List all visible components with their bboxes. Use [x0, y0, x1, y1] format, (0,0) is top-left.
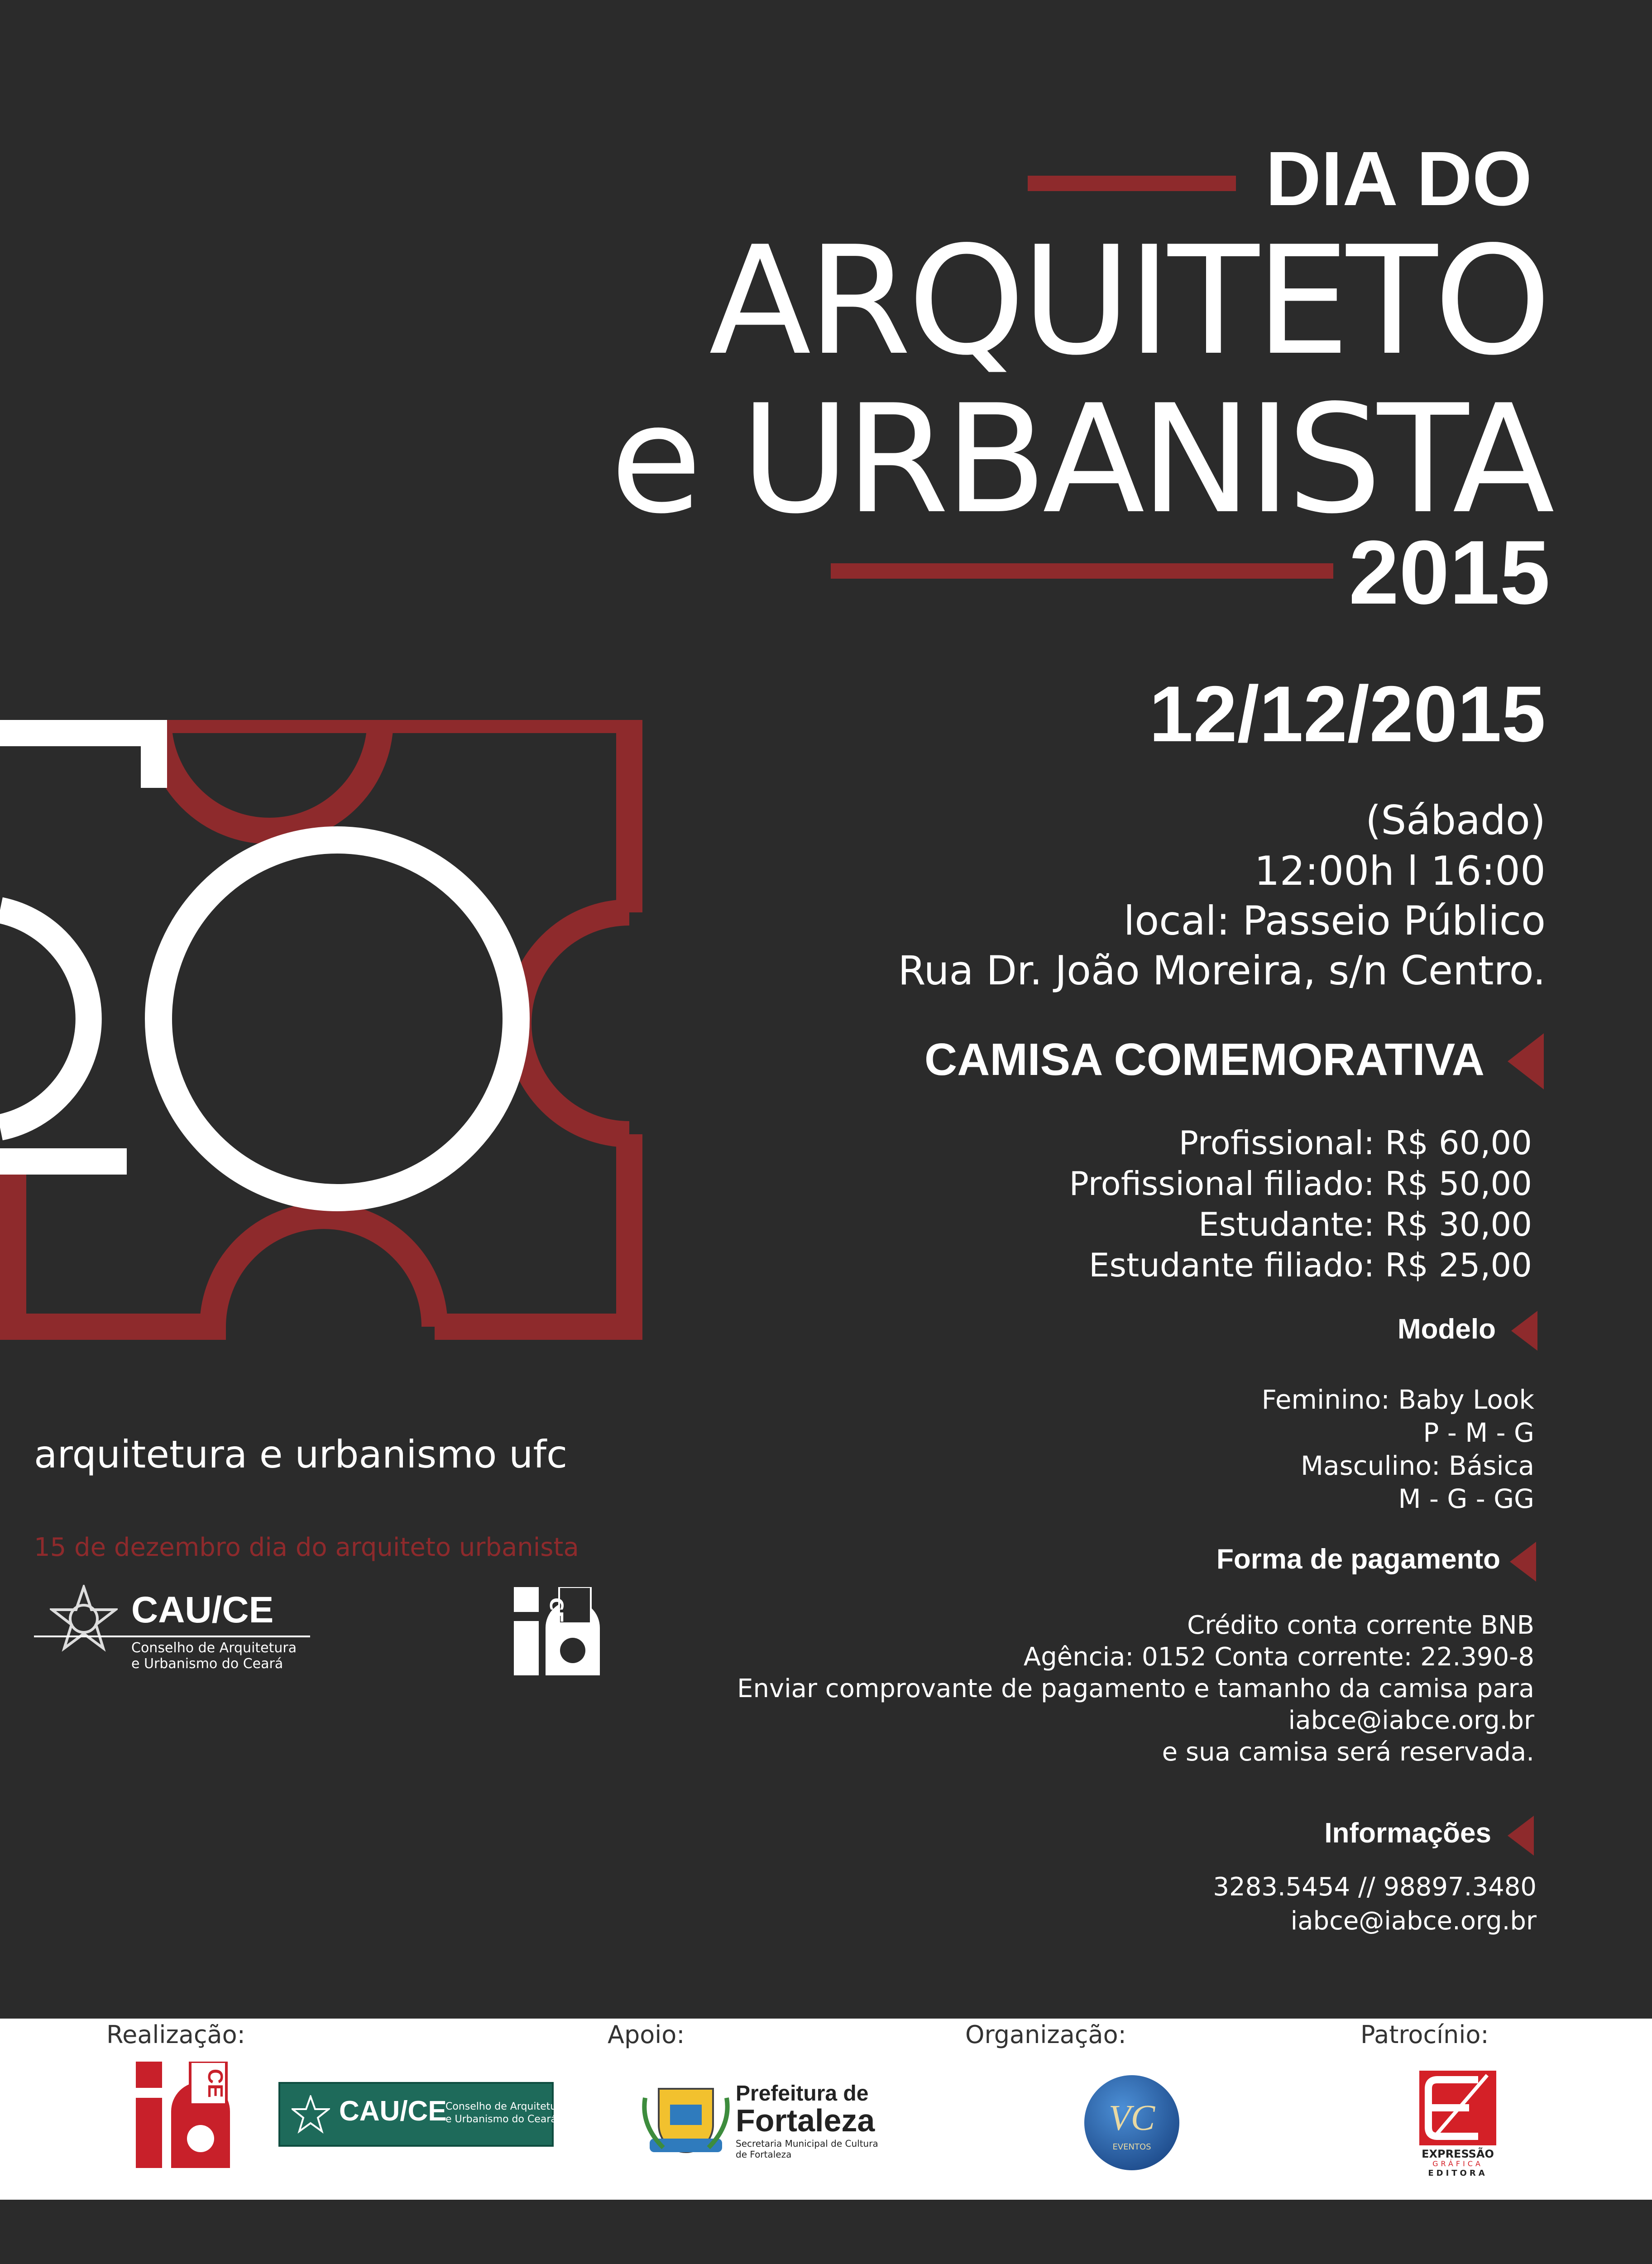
model-3: Masculino: Básica — [1301, 1450, 1534, 1481]
prefeitura-line-3: Secretaria Municipal de Cultura — [736, 2138, 878, 2149]
title-bottom-rule — [831, 563, 1333, 579]
footer-iab-ce-logo-icon — [136, 2062, 233, 2170]
title-urbanista: e URBANISTA — [610, 373, 1550, 547]
event-time: 12:00h l 16:00 — [1254, 848, 1546, 894]
event-weekday: (Sábado) — [1365, 797, 1546, 844]
footer-cau-logo — [278, 2082, 567, 2147]
event-address: Rua Dr. João Moreira, s/n Centro. — [898, 947, 1546, 994]
event-date: 12/12/2015 — [1149, 670, 1546, 758]
footer-label-realizacao: Realização: — [106, 2020, 245, 2049]
model-heading: Modelo — [1398, 1314, 1496, 1345]
title-top-rule — [1028, 176, 1236, 191]
cau-sub-2: e Urbanismo do Ceará — [131, 1656, 283, 1672]
info-email: iabce@iabce.org.br — [1290, 1906, 1537, 1936]
event-place: local: Passeio Público — [1123, 897, 1546, 944]
payment-arrow-icon — [1510, 1542, 1536, 1582]
footer-cau-text: CAU/CE — [339, 2096, 447, 2127]
payment-heading: Forma de pagamento — [1216, 1544, 1500, 1575]
iab-ce-logo-text: CE — [546, 1597, 566, 1623]
payment-line-4: iabce@iabce.org.br — [1288, 1706, 1534, 1735]
model-arrow-icon — [1511, 1311, 1537, 1351]
expressao-logo — [1419, 2071, 1496, 2182]
shirt-price-3: Estudante: R$ 30,00 — [1198, 1205, 1532, 1243]
expressao-text-3: EDITORA — [1428, 2168, 1488, 2178]
expressao-text-2: GRÁFICA — [1432, 2159, 1483, 2168]
fifty-years-emblem — [0, 720, 647, 1349]
vc-logo-sub: EVENTOS — [1112, 2142, 1151, 2152]
title-year: 2015 — [1349, 522, 1550, 623]
brazil-coat-of-arms-icon — [50, 1585, 118, 1653]
footer-cau-desc-2: e Urbanismo do Ceará — [445, 2114, 557, 2125]
vc-eventos-logo — [1084, 2075, 1179, 2170]
model-4: M - G - GG — [1398, 1483, 1534, 1514]
cau-rule — [34, 1636, 310, 1637]
svg-text:CE: CE — [204, 2069, 227, 2098]
bottom-band — [0, 2200, 1652, 2264]
shirt-heading: CAMISA COMEMORATIVA — [924, 1034, 1484, 1085]
footer-cau-desc-1: Conselho de Arquitetura — [445, 2101, 567, 2112]
footer-coat-of-arms-icon — [292, 2095, 330, 2134]
info-arrow-icon — [1508, 1816, 1534, 1856]
payment-line-2: Agência: 0152 Conta corrente: 22.390-8 — [1023, 1642, 1534, 1672]
model-1: Feminino: Baby Look — [1261, 1384, 1534, 1415]
info-phone: 3283.5454 // 98897.3480 — [1213, 1872, 1537, 1902]
payment-line-3: Enviar comprovante de pagamento e tamanho da camisa para — [737, 1674, 1534, 1703]
shirt-price-1: Profissional: R$ 60,00 — [1178, 1124, 1532, 1162]
expressao-text-1: EXPRESSÃO — [1422, 2148, 1494, 2160]
tagline: arquitetura e urbanismo ufc — [34, 1432, 568, 1477]
shirt-price-4: Estudante filiado: R$ 25,00 — [1089, 1246, 1532, 1284]
title-dia-do: DIA DO — [1265, 136, 1532, 222]
cau-sub-1: Conselho de Arquitetura — [131, 1640, 297, 1656]
shirt-price-2: Profissional filiado: R$ 50,00 — [1069, 1165, 1532, 1203]
model-2: P - M - G — [1423, 1417, 1534, 1448]
payment-line-5: e sua camisa será reservada. — [1162, 1737, 1534, 1767]
prefeitura-line-1: Prefeitura de — [736, 2082, 869, 2106]
subtagline: 15 de dezembro dia do arquiteto urbanista — [34, 1533, 579, 1562]
footer-label-organizacao: Organização: — [965, 2020, 1126, 2049]
cau-logo-text: CAU/CE — [131, 1589, 274, 1631]
shirt-heading-arrow-icon — [1508, 1033, 1544, 1089]
footer-label-apoio: Apoio: — [608, 2020, 685, 2049]
vc-logo-text: VC — [1108, 2098, 1155, 2138]
title-arquiteto: ARQUITETO — [709, 214, 1548, 388]
sponsors-footer — [0, 2019, 1652, 2200]
info-heading: Informações — [1324, 1818, 1491, 1849]
fortaleza-coat-of-arms-icon — [641, 2080, 731, 2157]
payment-line-1: Crédito conta corrente BNB — [1187, 1611, 1534, 1640]
prefeitura-line-4: de Fortaleza — [736, 2149, 792, 2160]
expressao-mark-icon — [1419, 2071, 1496, 2145]
prefeitura-line-2: Fortaleza — [736, 2103, 875, 2138]
footer-label-patrocinio: Patrocínio: — [1360, 2020, 1489, 2049]
